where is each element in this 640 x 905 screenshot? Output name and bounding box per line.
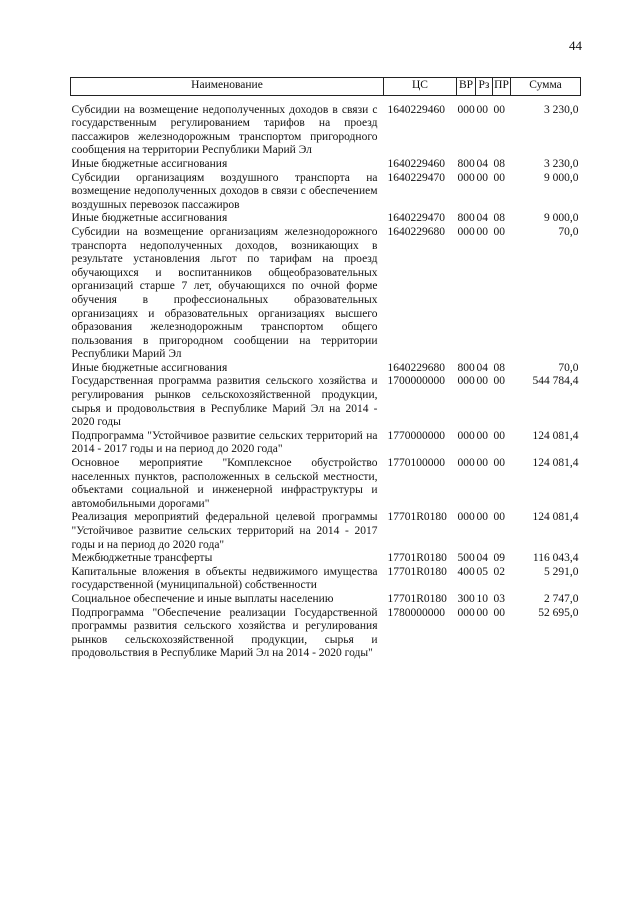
row-cs: 1770000000 bbox=[387, 429, 445, 442]
row-vr: 000 bbox=[457, 457, 475, 470]
row-vr: 400 bbox=[457, 565, 475, 578]
table-row bbox=[71, 552, 581, 566]
row-pr: 09 bbox=[493, 552, 505, 565]
header-cs: ЦС bbox=[384, 78, 457, 96]
row-name: Субсидии организациям воздушного транспорта на возмещение недополученных доходов в связи с обеспечением воздушных перевозок пассажиров bbox=[71, 171, 378, 211]
row-vr: 000 bbox=[457, 429, 475, 442]
row-rz: 00 bbox=[476, 457, 488, 470]
row-name: Государственная программа развития сельского хозяйства и регулирования рынков сельскохозяйственной продукции, сырья и продовольствия в Республике Марий Эл на 2014 - 2020 годы bbox=[71, 375, 378, 429]
row-vr: 000 bbox=[457, 375, 475, 388]
table-row bbox=[71, 607, 581, 661]
row-sum: 5 291,0 bbox=[544, 565, 579, 578]
row-pr: 00 bbox=[493, 511, 505, 524]
row-sum: 116 043,4 bbox=[532, 552, 579, 565]
table-row bbox=[71, 226, 581, 362]
row-name: Подпрограмма "Устойчивое развитие сельских территорий на 2014 - 2017 годы и на период до 2020 года" bbox=[71, 429, 378, 456]
row-vr: 000 bbox=[457, 225, 475, 238]
row-vr: 500 bbox=[457, 552, 475, 565]
row-cs: 1700000000 bbox=[387, 375, 445, 388]
row-pr: 02 bbox=[493, 565, 505, 578]
header-name: Наименование bbox=[71, 78, 384, 96]
row-name: Основное мероприятие "Комплексное обустройство населенных пунктов, расположенных в сельской местности, объектами социальной и инженерной инфраструктуры и автомобильными дорогами" bbox=[71, 457, 378, 510]
row-cs: 17701R0180 bbox=[387, 511, 447, 524]
table-row bbox=[71, 104, 581, 158]
row-pr: 00 bbox=[493, 103, 505, 116]
row-name: Межбюджетные трансферты bbox=[71, 552, 213, 565]
row-pr: 08 bbox=[493, 157, 505, 170]
row-name: Субсидии на возмещение недополученных доходов в связи с государственным регулированием тарифов на проезд пассажиров железнодорожным транспортом пригородного сообщения на территории Республики Марий Эл bbox=[71, 103, 378, 157]
row-pr: 00 bbox=[493, 457, 505, 470]
row-cs: 17701R0180 bbox=[387, 552, 447, 565]
table-header-row bbox=[71, 78, 581, 96]
row-name: Иные бюджетные ассигнования bbox=[71, 212, 228, 225]
row-cs: 17701R0180 bbox=[387, 592, 447, 605]
row-cs: 1770100000 bbox=[387, 457, 445, 470]
row-name: Социальное обеспечение и иные выплаты населению bbox=[71, 592, 334, 605]
row-cs: 17701R0180 bbox=[387, 565, 447, 578]
row-cs: 1640229470 bbox=[387, 171, 445, 184]
row-pr: 00 bbox=[493, 606, 505, 619]
row-vr: 300 bbox=[457, 592, 475, 605]
row-name: Иные бюджетные ассигнования bbox=[71, 361, 228, 374]
header-pr: ПР bbox=[493, 78, 511, 96]
row-rz: 00 bbox=[476, 103, 488, 116]
row-sum: 9 000,0 bbox=[544, 212, 579, 225]
row-vr: 000 bbox=[457, 511, 475, 524]
row-vr: 800 bbox=[457, 157, 475, 170]
row-name: Реализация мероприятий федеральной целевой программы "Устойчивое развитие сельских территорий на 2014 - 2017 годы и на период до 2020 года" bbox=[71, 511, 378, 551]
row-rz: 04 bbox=[476, 212, 488, 225]
row-sum: 9 000,0 bbox=[544, 171, 579, 184]
table-row bbox=[71, 511, 581, 552]
row-vr: 000 bbox=[457, 103, 475, 116]
row-sum: 52 695,0 bbox=[538, 606, 579, 619]
row-sum: 544 784,4 bbox=[532, 375, 579, 388]
row-rz: 00 bbox=[476, 375, 488, 388]
row-rz: 04 bbox=[476, 361, 488, 374]
row-cs: 1780000000 bbox=[387, 606, 445, 619]
row-sum: 124 081,4 bbox=[532, 511, 579, 524]
row-vr: 000 bbox=[457, 606, 475, 619]
header-spacer bbox=[71, 95, 581, 104]
row-cs: 1640229680 bbox=[387, 361, 445, 374]
row-pr: 00 bbox=[493, 171, 505, 184]
row-name: Иные бюджетные ассигнования bbox=[71, 157, 228, 170]
table-row bbox=[71, 172, 581, 213]
row-rz: 00 bbox=[476, 429, 488, 442]
row-cs: 1640229680 bbox=[387, 225, 445, 238]
row-pr: 00 bbox=[493, 225, 505, 238]
row-name: Капитальные вложения в объекты недвижимого имущества государственной (муниципальной) собственности bbox=[71, 565, 378, 592]
row-pr: 03 bbox=[493, 592, 505, 605]
row-pr: 08 bbox=[493, 212, 505, 225]
row-vr: 800 bbox=[457, 212, 475, 225]
table-row bbox=[71, 593, 581, 607]
header-rz: Рз bbox=[476, 78, 493, 96]
row-cs: 1640229460 bbox=[387, 103, 445, 116]
table-row bbox=[71, 457, 581, 511]
row-sum: 3 230,0 bbox=[544, 157, 579, 170]
row-pr: 08 bbox=[493, 361, 505, 374]
row-rz: 04 bbox=[476, 552, 488, 565]
row-rz: 00 bbox=[476, 511, 488, 524]
row-sum: 70,0 bbox=[558, 225, 579, 238]
row-sum: 124 081,4 bbox=[532, 457, 579, 470]
row-vr: 800 bbox=[457, 361, 475, 374]
row-rz: 00 bbox=[476, 225, 488, 238]
row-rz: 00 bbox=[476, 171, 488, 184]
row-sum: 2 747,0 bbox=[544, 592, 579, 605]
row-rz: 00 bbox=[476, 606, 488, 619]
row-cs: 1640229470 bbox=[387, 212, 445, 225]
row-cs: 1640229460 bbox=[387, 157, 445, 170]
row-sum: 3 230,0 bbox=[544, 103, 579, 116]
row-rz: 04 bbox=[476, 157, 488, 170]
table-row bbox=[71, 430, 581, 457]
table-row bbox=[71, 566, 581, 593]
row-name: Субсидии на возмещение организациям железнодорожного транспорта недополученных доходов, возникающих в результате установления льгот по тарифам на проезд обучающихся и воспитанников общеобразовательных организаций старше 7 лет, обучающихся по очной форме обучения в профессиональных образовательных организациях и образовательных организациях высшего образования железнодорожным транспортом общего пользования в пригородном сообщении на территории Республики Марий Эл bbox=[71, 225, 378, 361]
budget-table bbox=[70, 77, 581, 661]
row-rz: 10 bbox=[476, 592, 488, 605]
row-pr: 00 bbox=[493, 375, 505, 388]
row-sum: 124 081,4 bbox=[532, 429, 579, 442]
page-number: 44 bbox=[569, 38, 582, 53]
header-sum: Сумма bbox=[511, 78, 581, 96]
row-vr: 000 bbox=[457, 171, 475, 184]
table-row bbox=[71, 158, 581, 172]
row-name: Подпрограмма "Обеспечение реализации Государственной программы развития сельского хозяйства и регулирования рынков сельскохозяйственной продукции, сырья и продовольствия в Республике Марий Эл на 2014 - 2020 годы" bbox=[71, 606, 378, 660]
table-row bbox=[71, 212, 581, 226]
table-row bbox=[71, 362, 581, 376]
row-rz: 05 bbox=[476, 565, 488, 578]
row-sum: 70,0 bbox=[558, 361, 579, 374]
row-pr: 00 bbox=[493, 429, 505, 442]
table-row bbox=[71, 375, 581, 429]
header-vr: ВР bbox=[457, 78, 476, 96]
